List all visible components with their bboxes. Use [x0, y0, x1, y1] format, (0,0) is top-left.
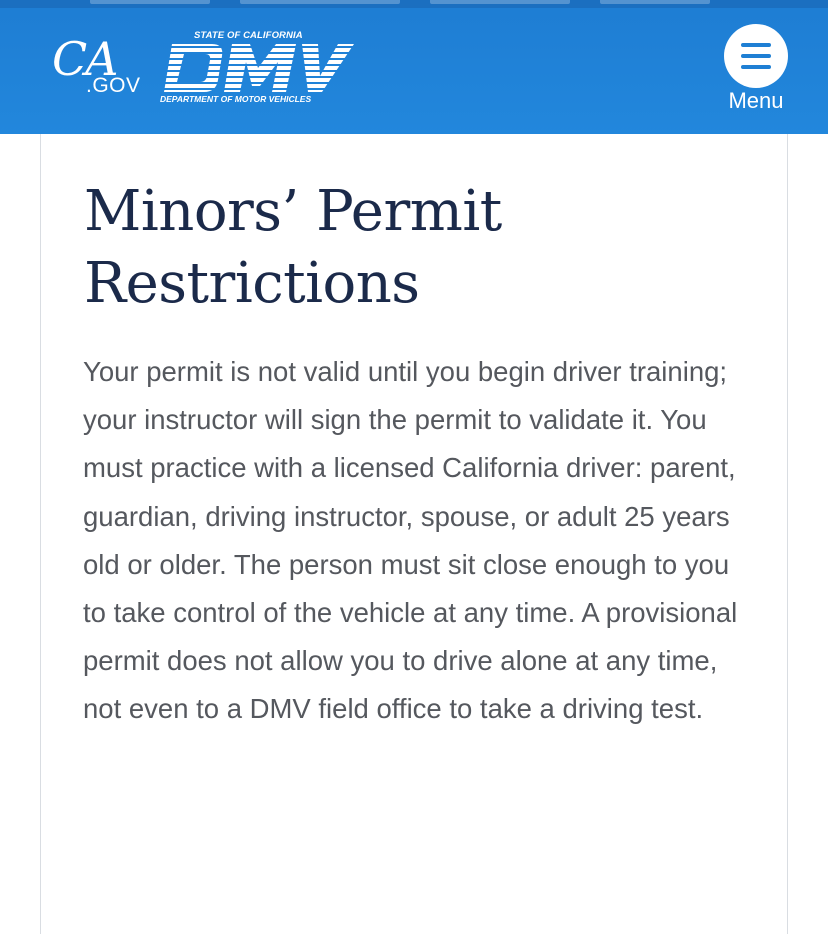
dmv-logo[interactable]	[158, 30, 354, 106]
top-strip	[0, 0, 828, 8]
dmv-logo-department: DEPARTMENT OF MOTOR VEHICLES	[160, 94, 312, 104]
menu-button[interactable]	[718, 20, 794, 120]
gov-logo-text: .GOV	[86, 74, 141, 97]
page-title: Minors’ Permit Restrictions	[84, 179, 502, 316]
hamburger-icon[interactable]	[724, 24, 788, 88]
dmv-logo-state: STATE OF CALIFORNIA	[194, 30, 303, 41]
menu-label[interactable]: Menu	[728, 88, 784, 113]
ca-logo-script: CA	[52, 32, 117, 86]
site-header	[0, 0, 828, 134]
ca-gov-logo[interactable]	[52, 32, 144, 100]
dmv-logo-mark	[162, 42, 354, 94]
permit-restrictions-text: Your permit is not valid until you begin driver training; your instructor will sign the permit to validate it. You must practice with a licensed California driver: parent, guardian, driving instructor, spouse, or adult 25 years old or older. The person must sit close enough to you to take control of the vehicle at any time. A provisional permit does not allow you to drive alone at any time, not even to a DMV field office to take a driving test.	[83, 356, 738, 725]
